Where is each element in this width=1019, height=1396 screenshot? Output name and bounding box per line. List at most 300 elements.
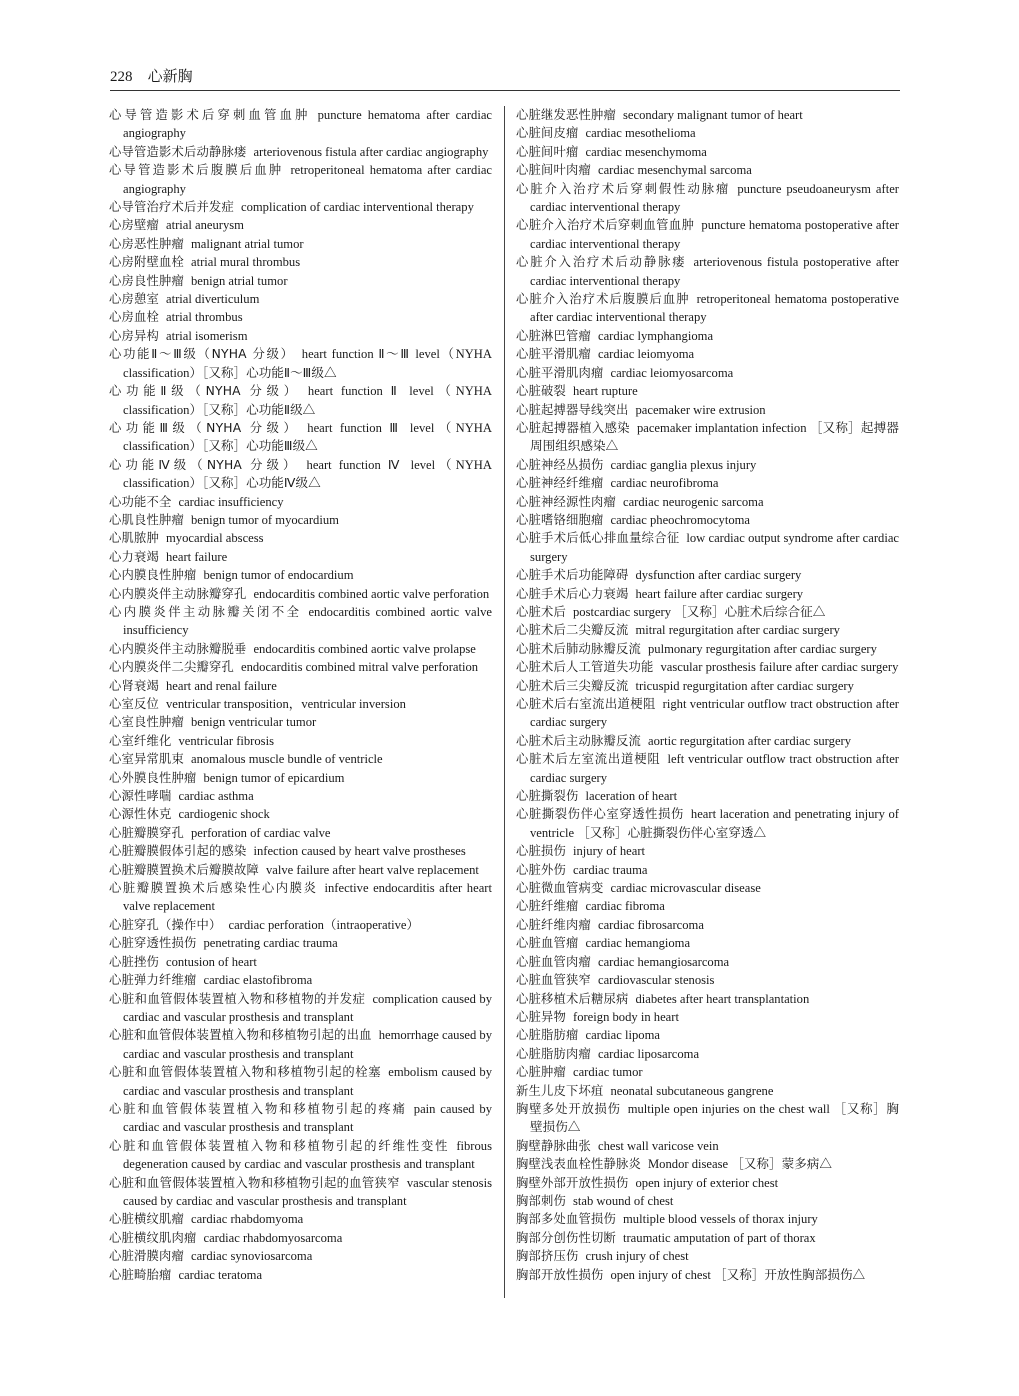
glossary-entry [109,327,492,345]
entry-term-chinese: 心房异构 [109,328,159,343]
glossary-entry [109,879,492,916]
entry-term-chinese: 心脏血管狭窄 [516,973,591,988]
entry-term-chinese: 心脏间叶肉瘤 [516,163,591,178]
entry-term-chinese: 心脏破裂 [516,384,566,399]
glossary-entry [109,566,492,584]
page-header [110,64,900,91]
entry-term-english: heart and renal failure [166,678,277,693]
entry-term-chinese: 心房附壁血栓 [109,255,184,270]
entry-term-chinese: 心脏脂肪瘤 [516,1028,579,1043]
entry-term-english: injury of heart [573,844,646,859]
glossary-entry [109,769,492,787]
entry-term-chinese: 心脏穿透性损伤 [109,936,197,951]
glossary-entry [516,603,899,621]
entry-term-english: cardiac fibrosarcoma [597,917,704,932]
entry-term-english: cardiac rhabdomyoma [190,1212,304,1227]
glossary-entry [516,1082,899,1100]
entry-term-chinese: 心脏嗜铬细胞瘤 [516,512,604,527]
entry-term-chinese: 胸部刺伤 [516,1193,566,1208]
entry-term-chinese: 心脏外伤 [516,862,566,877]
entry-term-chinese: 心脏术后二尖瓣反流 [516,623,629,638]
entry-term-chinese: 心脏血管肉瘤 [516,954,591,969]
entry-term-chinese: 心脏穿孔（操作中） [109,917,222,932]
glossary-entry [516,1100,899,1137]
entry-term-english: cardiac hemangiosarcoma [597,954,730,969]
entry-term-english: multiple blood vessels of thorax injury [622,1212,818,1227]
entry-term-english: benign atrial tumor [190,273,288,288]
entry-term-english: secondary malignant tumor of heart [622,108,803,122]
entry-term-english: open injury of chest ［又称］开放性胸部损伤△ [610,1267,866,1282]
entry-term-chinese: 心脏和血管假体装置植入物和移植物引起的血管狭窄 [109,1175,400,1190]
entry-term-english: endocarditis combined aortic valve perforation [253,586,490,601]
entry-term-chinese: 心脏手术后功能障碍 [516,568,629,583]
glossary-entry [516,382,899,400]
glossary-entry [109,713,492,731]
entry-term-chinese: 心脏微血管病变 [516,881,604,896]
entry-term-chinese: 心脏继发恶性肿瘤 [516,108,616,122]
glossary-entry [516,216,899,253]
entry-term-english: atrial aneurysm [166,218,244,233]
entry-term-chinese: 心导管治疗术后并发症 [109,200,234,215]
entry-term-chinese: 心内膜良性肿瘤 [109,568,197,583]
entry-term-chinese: 心脏手术后低心排血量综合征 [516,531,680,546]
entry-term-english: heart failure [166,549,228,564]
entry-term-english: cardiac perforation（intraoperative） [228,917,420,932]
entry-term-chinese: 心脏介入治疗术后动静脉瘘 [516,255,687,270]
entry-term-english: cardiac liposarcoma [597,1046,700,1061]
entry-term-chinese: 心室纤维化 [109,733,172,748]
glossary-entry [109,1266,492,1284]
entry-term-english: open injury of exterior chest [635,1175,779,1190]
entry-term-chinese: 心脏术后主动脉瓣反流 [516,733,641,748]
entry-term-english: endocarditis combined mitral valve perforation [240,660,479,675]
entry-term-english: cardiac mesenchymal sarcoma [597,163,752,178]
entry-term-chinese: 心房恶性肿瘤 [109,236,184,251]
entry-term-english: cardiac synoviosarcoma [190,1249,313,1264]
glossary-entry [109,161,492,198]
entry-term-chinese: 心室良性肿瘤 [109,715,184,730]
glossary-entry [109,1026,492,1063]
entry-term-english: contusion of heart [166,954,257,969]
entry-term-english: anomalous muscle bundle of ventricle [190,752,383,767]
glossary-entry [516,787,899,805]
glossary-entry [516,345,899,363]
entry-term-english: dysfunction after cardiac surgery [635,568,802,583]
entry-term-chinese: 新生儿皮下坏疽 [516,1083,604,1098]
glossary-entry [516,456,899,474]
glossary-entry [109,732,492,750]
entry-term-english: cardiac pheochromocytoma [610,512,750,527]
entry-term-english: cardiac neurofibroma [610,476,719,491]
entry-term-english: Mondor disease ［又称］蒙多病△ [647,1157,832,1172]
entry-term-english: ventricular transposition，ventricular inversion [166,697,406,711]
entry-term-chinese: 心脏术后肺动脉瓣反流 [516,641,641,656]
glossary-entry [516,1008,899,1026]
entry-term-chinese: 胸部开放性损伤 [516,1267,604,1282]
entry-term-english: heart function Ⅲ level（NYHA classification）［又称］心功能Ⅲ级△ [123,420,492,454]
entry-term-english: complication of cardiac interventional therapy [240,200,474,215]
glossary-entry [516,621,899,639]
glossary-entry [516,143,899,161]
entry-term-chinese: 心肌脓肿 [109,531,159,546]
glossary-entry [109,253,492,271]
entry-term-chinese: 心脏和血管假体装置植入物和移植物引起的栓塞 [109,1065,382,1080]
entry-term-english: embolism caused by cardiac and vascular prosthesis and transplant [123,1065,492,1098]
glossary-entry [109,603,492,640]
glossary-entry [516,897,899,915]
entry-term-english: cardiac hemangioma [585,936,691,951]
glossary-entry [516,1192,899,1210]
entry-term-english: cardiac asthma [178,789,254,804]
glossary-entry [109,456,492,493]
entry-term-english: endocarditis combined aortic valve insufficiency [123,604,492,638]
glossary-entry [109,934,492,952]
entry-term-chinese: 心源性休克 [109,807,172,822]
glossary-entry [109,787,492,805]
entry-term-chinese: 心房憩室 [109,292,159,307]
entry-term-english: chest wall varicose vein [597,1138,719,1153]
entry-term-chinese: 心内膜炎伴主动脉瓣脱垂 [109,641,247,656]
entry-term-english: foreign body in heart [573,1009,679,1024]
entry-term-chinese: 心脏术后人工管道失功能 [516,660,654,675]
entry-term-english: heart laceration and penetrating injury of ventricle ［又称］心脏撕裂伤伴心室穿透△ [530,807,899,840]
glossary-entry [516,1229,899,1247]
left-column [109,106,492,1284]
glossary-entry [109,272,492,290]
entry-term-english: heart function Ⅱ level（NYHA classification）［又称］心功能Ⅱ级△ [123,384,492,417]
entry-term-chinese: 心室异常肌束 [109,752,184,767]
entry-term-english: cardiac lipoma [585,1028,660,1043]
glossary-entry [516,750,899,787]
entry-term-english: vascular stenosis caused by cardiac and vascular prosthesis and transplant [123,1175,492,1208]
entry-term-chinese: 心功能Ⅱ级（NYHA 分级） [109,384,301,399]
glossary-entry [109,640,492,658]
entry-term-chinese: 心脏滑膜肉瘤 [109,1249,184,1264]
entry-term-chinese: 心脏介入治疗术后穿刺血管血肿 [516,218,695,233]
glossary-entry [109,143,492,161]
entry-term-english: cardiovascular stenosis [597,973,715,988]
glossary-entry [516,658,899,676]
entry-term-english: endocarditis combined aortic valve prolapse [253,641,476,656]
entry-term-chinese: 心脏瓣膜假体引起的感染 [109,844,247,859]
glossary-entry [516,861,899,879]
entry-term-english: heart rupture [573,384,638,399]
glossary-entry [109,419,492,456]
glossary-entry [516,677,899,695]
glossary-entry [516,419,899,456]
entry-term-chinese: 心导管造影术后腹膜后血肿 [109,163,284,178]
entry-term-english: infection caused by heart valve prostheses [253,844,466,859]
entry-term-english: arteriovenous fistula after cardiac angiography [253,144,489,159]
entry-term-chinese: 心脏瓣膜置换术后瓣膜故障 [109,862,259,877]
entry-term-english: cardiac tumor [573,1065,643,1080]
entry-term-chinese: 心脏和血管假体装置植入物和移植物引起的纤维性变性 [109,1138,450,1153]
glossary-entry [109,677,492,695]
entry-term-chinese: 心房血栓 [109,310,159,325]
entry-term-chinese: 胸部分创伤性切断 [516,1230,616,1245]
glossary-entry [109,1100,492,1137]
glossary-entry [516,585,899,603]
entry-term-chinese: 心脏畸胎瘤 [109,1267,172,1282]
entry-term-english: infective endocarditis after heart valve replacement [123,881,492,914]
glossary-entry [109,842,492,860]
glossary-entry [516,990,899,1008]
entry-term-english: myocardial abscess [166,531,264,546]
entry-term-english: traumatic amputation of part of thorax [622,1230,816,1245]
glossary-entry [516,1174,899,1192]
entry-term-english: retroperitoneal hematoma postoperative after cardiac interventional therapy [530,292,899,325]
entry-term-chinese: 心肾衰竭 [109,678,159,693]
entry-term-english: left ventricular outflow tract obstruction after cardiac surgery [530,752,899,785]
glossary-entry [516,180,899,217]
entry-term-english: diabetes after heart transplantation [635,991,810,1006]
entry-term-english: crush injury of chest [585,1249,689,1264]
glossary-entry [109,1247,492,1265]
entry-term-english: cardiac elastofibroma [203,973,313,988]
entry-term-chinese: 心导管造影术后穿刺血管血肿 [109,108,311,122]
glossary-entry [109,585,492,603]
entry-term-chinese: 心脏术后 [516,604,566,619]
glossary-entry [516,1266,899,1284]
glossary-entry [516,934,899,952]
entry-term-chinese: 心功能不全 [109,494,172,509]
entry-term-english: right ventricular outflow tract obstruction after cardiac surgery [530,697,899,730]
entry-term-english: atrial mural thrombus [190,255,301,270]
glossary-entry [516,1063,899,1081]
entry-term-english: retroperitoneal hematoma after cardiac angiography [123,163,492,196]
entry-term-chinese: 心脏脂肪肉瘤 [516,1046,591,1061]
entry-term-english: atrial diverticulum [166,292,260,307]
glossary-entry [516,732,899,750]
entry-term-english: benign tumor of epicardium [203,770,345,785]
entry-term-chinese: 心脏间叶瘤 [516,144,579,159]
entry-term-chinese: 心脏介入治疗术后腹膜后血肿 [516,292,690,307]
glossary-entry [109,990,492,1027]
entry-term-english: hemorrhage caused by cardiac and vascular prosthesis and transplant [123,1028,492,1061]
entry-term-english: cardiogenic shock [178,807,270,822]
entry-term-english: cardiac teratoma [178,1267,263,1282]
glossary-entry [109,235,492,253]
entry-term-chinese: 心脏横纹肌瘤 [109,1212,184,1227]
glossary-entry [109,824,492,842]
entry-term-english: cardiac rhabdomyosarcoma [203,1230,343,1245]
glossary-entry [109,216,492,234]
glossary-entry [516,566,899,584]
entry-term-english: complication caused by cardiac and vascular prosthesis and transplant [123,991,492,1024]
entry-term-english: heart function Ⅳ level（NYHA classification）［又称］心功能Ⅳ级△ [123,457,492,491]
entry-term-english: cardiac leiomyoma [597,347,695,362]
entry-term-chinese: 胸部挤压伤 [516,1249,579,1264]
entry-term-chinese: 心脏术后左室流出道梗阻 [516,752,661,767]
entry-term-english: heart failure after cardiac surgery [635,586,804,601]
entry-term-chinese: 心脏横纹肌肉瘤 [109,1230,197,1245]
entry-term-english: benign ventricular tumor [190,715,317,730]
glossary-entry [516,916,899,934]
entry-term-chinese: 心内膜炎伴主动脉瓣关闭不全 [109,604,302,619]
entry-term-english: multiple open injuries on the chest wall ［又称］胸壁损伤△ [530,1101,899,1135]
glossary-entry [516,253,899,290]
entry-term-english: puncture pseudoaneurysm after cardiac interventional therapy [530,181,899,215]
glossary-entry [516,124,899,142]
glossary-entry [516,971,899,989]
glossary-entry [516,695,899,732]
entry-term-english: cardiac ganglia plexus injury [610,457,757,472]
glossary-entry [109,511,492,529]
entry-term-chinese: 心脏撕裂伤 [516,789,579,804]
glossary-entry [516,1155,899,1173]
glossary-entry [109,695,492,713]
entry-term-chinese: 心肌良性肿瘤 [109,512,184,527]
entry-term-chinese: 胸部多处血管损伤 [516,1212,616,1227]
glossary-entry [516,327,899,345]
entry-term-chinese: 心脏异物 [516,1009,566,1024]
entry-term-english: pacemaker implantation infection ［又称］起搏器周围组织感染△ [530,420,899,454]
entry-term-chinese: 胸壁多处开放损伤 [516,1101,621,1116]
entry-term-chinese: 心脏瓣膜置换术后感染性心内膜炎 [109,881,318,896]
entry-term-chinese: 心房壁瘤 [109,218,159,233]
glossary-entry [516,953,899,971]
entry-term-english: cardiac lymphangioma [597,328,714,343]
glossary-entry [516,401,899,419]
entry-term-english: cardiac trauma [573,862,648,877]
entry-term-english: benign tumor of myocardium [190,512,339,527]
entry-term-chinese: 心脏平滑肌肉瘤 [516,365,604,380]
entry-term-english: fibrous degeneration caused by cardiac and vascular prosthesis and transplant [123,1138,492,1172]
entry-term-english: pacemaker wire extrusion [635,402,766,417]
glossary-entry [516,493,899,511]
glossary-entry [516,1137,899,1155]
entry-term-chinese: 心外膜良性肿瘤 [109,770,197,785]
entry-term-english: cardiac leiomyosarcoma [610,365,734,380]
entry-term-english: puncture hematoma postoperative after cardiac interventional therapy [530,218,899,251]
entry-term-chinese: 心室反位 [109,697,159,711]
glossary-entry [109,345,492,382]
entry-term-chinese: 心脏撕裂伤伴心室穿透性损伤 [516,807,684,822]
glossary-entry [109,1229,492,1247]
entry-term-chinese: 心脏纤维肉瘤 [516,917,591,932]
entry-term-chinese: 心脏瓣膜穿孔 [109,825,184,840]
glossary-entry [109,805,492,823]
entry-term-english: atrial isomerism [166,328,248,343]
entry-term-chinese: 心脏和血管假体装置植入物和移植物引起的疼痛 [109,1101,407,1116]
entry-term-english: cardiac fibroma [585,899,665,914]
entry-term-english: cardiac mesothelioma [585,126,696,141]
entry-term-english: pulmonary regurgitation after cardiac surgery [647,641,877,656]
entry-term-chinese: 心力衰竭 [109,549,159,564]
entry-term-english: postcardiac surgery ［又称］心脏术后综合征△ [573,604,826,619]
glossary-entry [516,161,899,179]
entry-term-english: stab wound of chest [573,1193,674,1208]
glossary-entry [109,916,492,934]
entry-term-chinese: 心脏神经丛损伤 [516,457,604,472]
glossary-entry [109,971,492,989]
entry-term-english: ventricular fibrosis [178,733,274,748]
glossary-entry [516,290,899,327]
entry-term-chinese: 心脏纤维瘤 [516,899,579,914]
entry-term-english: perforation of cardiac valve [190,825,331,840]
glossary-entry [109,548,492,566]
entry-term-chinese: 心脏术后右室流出道梗阻 [516,697,656,711]
entry-term-chinese: 心脏肿瘤 [516,1065,566,1080]
glossary-entry [109,861,492,879]
entry-term-english: cardiac insufficiency [178,494,284,509]
glossary-entry [516,879,899,897]
entry-term-english: malignant atrial tumor [190,236,304,251]
running-title: 心新胸 [147,67,193,85]
entry-term-chinese: 心脏淋巴管瘤 [516,328,591,343]
entry-term-english: penetrating cardiac trauma [203,936,338,951]
entry-term-english: mitral regurgitation after cardiac surgery [635,623,840,638]
entry-term-chinese: 心脏血管瘤 [516,936,579,951]
entry-term-english: puncture hematoma after cardiac angiography [123,108,492,141]
glossary-entry [516,1026,899,1044]
entry-term-english: cardiac mesenchymoma [585,144,707,159]
entry-term-chinese: 胸壁外部开放性损伤 [516,1175,629,1190]
glossary-entry [109,1174,492,1211]
entry-term-english: laceration of heart [585,789,678,804]
entry-term-english: arteriovenous fistula postoperative after cardiac interventional therapy [530,255,899,288]
entry-term-chinese: 心脏移植术后糖尿病 [516,991,629,1006]
entry-term-chinese: 心房良性肿瘤 [109,273,184,288]
entry-term-english: low cardiac output syndrome after cardiac surgery [530,531,899,564]
glossary-entry [109,493,492,511]
entry-term-chinese: 胸壁静脉曲张 [516,1138,591,1153]
entry-term-chinese: 心脏起搏器导线突出 [516,402,629,417]
entry-term-chinese: 心功能Ⅱ～Ⅲ级（NYHA 分级） [109,347,295,362]
entry-term-english: cardiac microvascular disease [610,881,761,896]
glossary-entry [516,1210,899,1228]
entry-term-english: vascular prosthesis failure after cardiac surgery [660,660,899,675]
entry-term-chinese: 心脏手术后心力衰竭 [516,586,629,601]
entry-term-chinese: 心源性哮喘 [109,789,172,804]
glossary-entry [516,1247,899,1265]
entry-term-chinese: 心功能Ⅲ级（NYHA 分级） [109,420,301,435]
glossary-entry [109,198,492,216]
entry-term-english: cardiac neurogenic sarcoma [622,494,764,509]
glossary-entry [109,308,492,326]
column-divider [504,106,505,1298]
entry-term-chinese: 心内膜炎伴二尖瓣穿孔 [109,660,234,675]
page-number: 228 [110,69,133,85]
glossary-entry [109,953,492,971]
entry-term-chinese: 心内膜炎伴主动脉瓣穿孔 [109,586,247,601]
entry-term-chinese: 心脏术后三尖瓣反流 [516,678,629,693]
glossary-entry [516,511,899,529]
entry-term-chinese: 心脏弹力纤维瘤 [109,973,197,988]
glossary-entry [516,1045,899,1063]
glossary-entry [109,1210,492,1228]
entry-term-chinese: 心功能Ⅳ级（NYHA 分级） [109,457,300,472]
glossary-entry [516,529,899,566]
entry-term-chinese: 心脏神经纤维瘤 [516,476,604,491]
glossary-entry [109,382,492,419]
glossary-entry [516,805,899,842]
entry-term-english: neonatal subcutaneous gangrene [610,1083,774,1098]
glossary-entry [109,529,492,547]
entry-term-english: benign tumor of endocardium [203,568,354,583]
entry-term-chinese: 心脏神经源性肉瘤 [516,494,616,509]
glossary-entry [516,842,899,860]
entry-term-english: heart function Ⅱ～Ⅲ level（NYHA classification）［又称］心功能Ⅱ～Ⅲ级△ [123,347,492,380]
entry-term-english: atrial thrombus [166,310,243,325]
entry-term-chinese: 心脏平滑肌瘤 [516,347,591,362]
right-column [516,106,899,1284]
glossary-entry [109,750,492,768]
entry-term-chinese: 心脏间皮瘤 [516,126,579,141]
glossary-entry [109,290,492,308]
entry-term-english: aortic regurgitation after cardiac surgery [647,733,852,748]
glossary-entry [109,106,492,143]
